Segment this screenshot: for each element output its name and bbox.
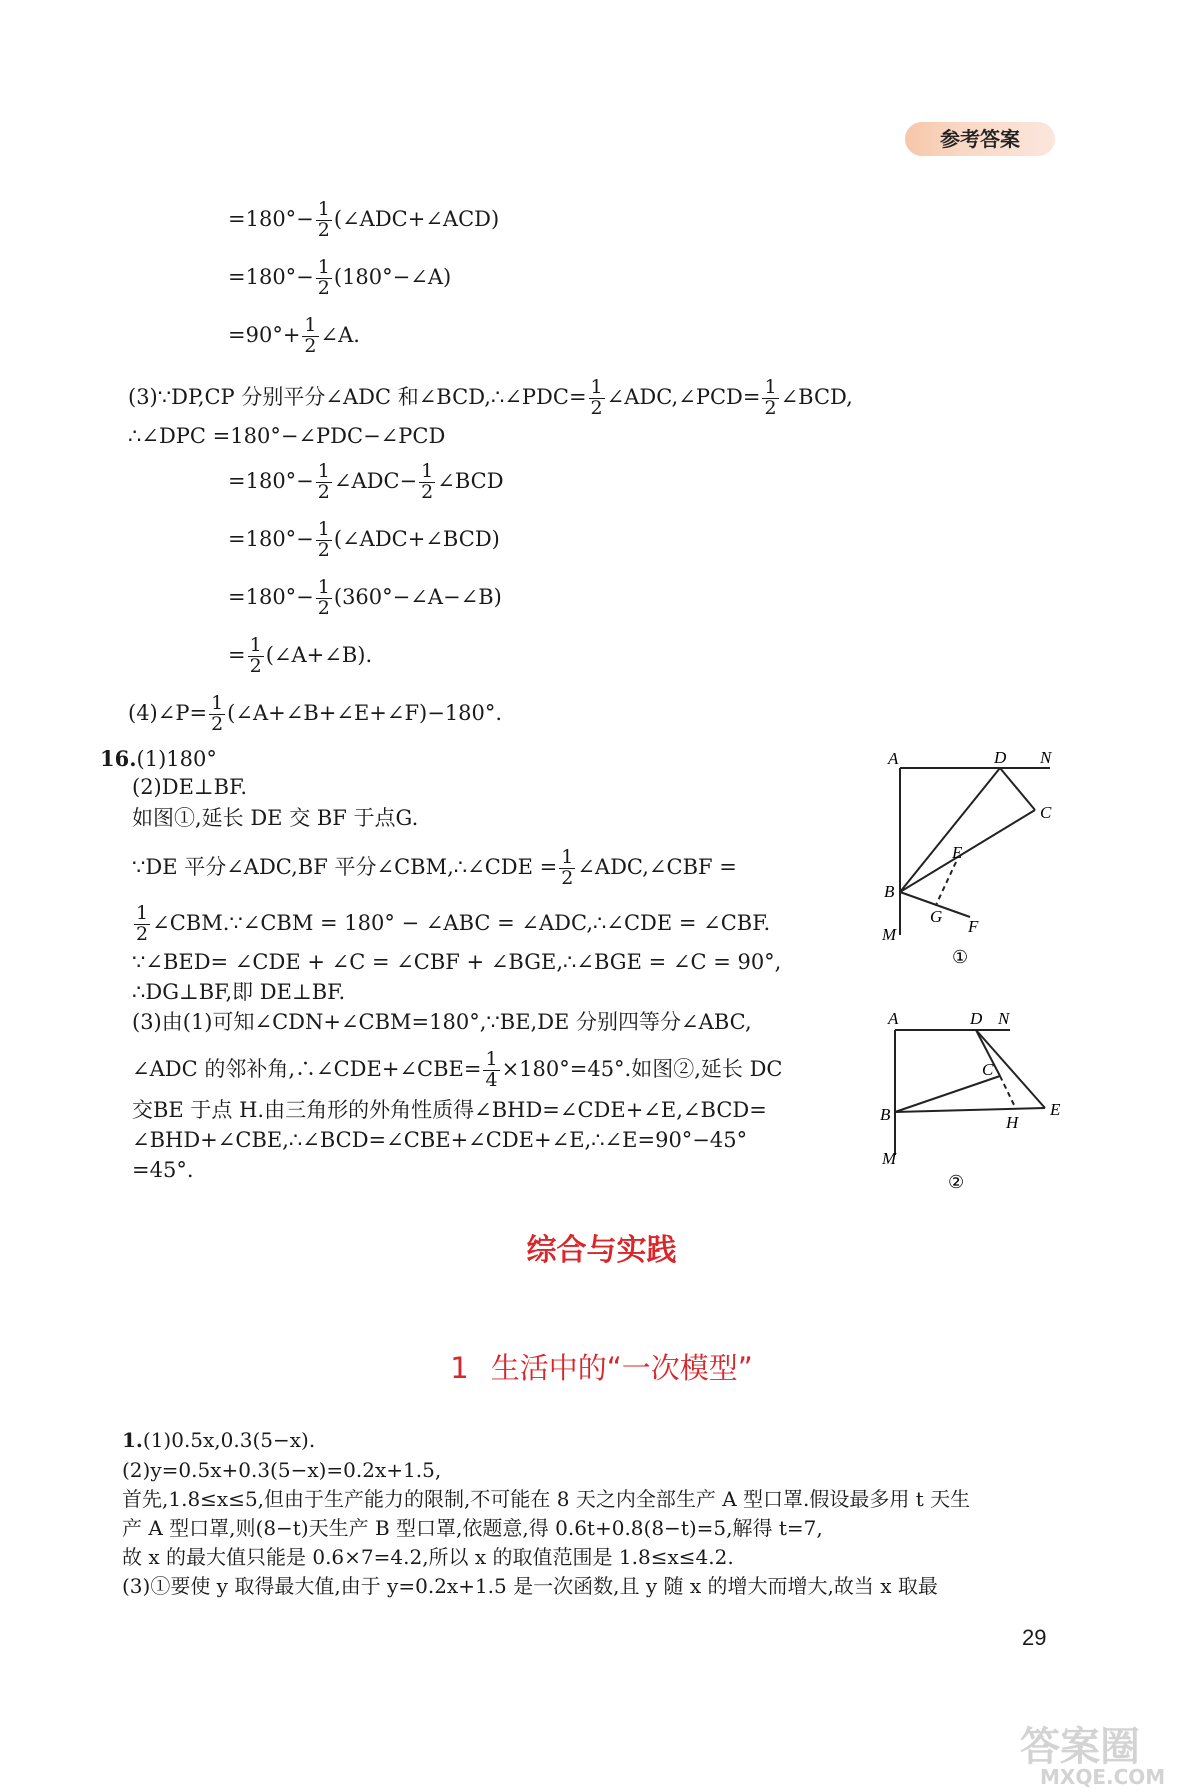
fraction: $\frac{1}{2}$ [249, 634, 262, 677]
figure-2 [860, 1000, 1080, 1200]
q16-line-2: (2)DE⊥BF. [132, 775, 248, 799]
eq-text: ∠A. [320, 322, 360, 347]
fraction: $\frac{1}{2}$ [211, 692, 224, 735]
q16-line-11: ∠BHD+∠CBE,∴∠BCD=∠CBE+∠CDE+∠E,∴∠E=90°−45° [132, 1128, 748, 1152]
label-A: A [888, 1009, 899, 1028]
q1-line-3: 首先,1.8≤x≤5,但由于生产能力的限制,不可能在 8 天之内全部生产 A 型口罩.假设最多用 t 天生 [122, 1487, 971, 1511]
eq-text: =180°− [228, 206, 314, 231]
subsection-number: 1 [450, 1351, 469, 1385]
section-title: 综合与实践 [526, 1233, 677, 1268]
label-A: A [888, 749, 899, 768]
label-F: F [968, 917, 979, 936]
q16-line-10: 交BE 于点 H.由三角形的外角性质得∠BHD=∠CDE+∠E,∠BCD= [132, 1098, 767, 1122]
fraction: $\frac{1}{2}$ [317, 198, 330, 241]
subsection-text: 生活中的“一次模型” [490, 1351, 753, 1385]
part3-line-1: (3)∵DP,CP 分别平分∠ADC 和∠BCD,∴∠PDC= $\frac{1}{2}$ ∠ADC,∠PCD= $\frac{1}{2}$ ∠BCD, [128, 376, 853, 419]
eq-line-3 [228, 316, 360, 357]
label-N: N [1040, 748, 1052, 767]
fraction: $\frac{1}{2}$ [317, 576, 330, 619]
label-E: E [952, 843, 963, 862]
q1-line-1: 1.(1)0.5x,0.3(5−x). [122, 1428, 316, 1452]
part3-line-5: =180°− $\frac{1}{2}$ (360°−∠A−∠B) [228, 576, 502, 619]
subsection-title [0, 1346, 1203, 1387]
part4-line: (4)∠P= $\frac{1}{2}$ (∠A+∠B+∠E+∠F)−180°. [128, 692, 503, 735]
q1-line-4: 产 A 型口罩,则(8−t)天生产 B 型口罩,依题意,得 0.6t+0.8(8−t)=5,解得 t=7, [122, 1516, 823, 1540]
q16-line-9: ∠ADC 的邻补角,∴∠CDE+∠CBE= $\frac{1}{4}$ ×180°=45°.如图②,延长 DC [132, 1048, 783, 1091]
fraction: $\frac{1}{2}$ [561, 846, 574, 889]
label-M: M [882, 925, 897, 944]
q16-line-3: 如图①,延长 DE 交 BF 于点G. [132, 806, 419, 830]
part3-line-4: =180°− $\frac{1}{2}$ (∠ADC+∠BCD) [228, 518, 500, 561]
figure-1 [860, 740, 1080, 970]
label-H: H [1006, 1113, 1019, 1132]
eq-line-1 [228, 200, 499, 241]
eq-text: (∠ADC+∠ACD) [333, 206, 500, 231]
label-N: N [998, 1009, 1010, 1028]
label-M: M [882, 1149, 897, 1168]
part3-line-2: ∴∠DPC =180°−∠PDC−∠PCD [128, 424, 446, 448]
fraction: $\frac{1}{2}$ [764, 376, 777, 419]
part3-line-6: = $\frac{1}{2}$ (∠A+∠B). [228, 634, 373, 677]
watermark-url: MXQE.COM [1040, 1765, 1166, 1789]
q1-line-5: 故 x 的最大值只能是 0.6×7=4.2,所以 x 的取值范围是 1.8≤x≤4.2. [122, 1545, 734, 1569]
fraction: $\frac{1}{2}$ [421, 460, 434, 503]
label-B: B [880, 1105, 891, 1124]
fraction: $\frac{1}{2}$ [317, 256, 330, 299]
label-G: G [930, 907, 943, 926]
page-number: 29 [1022, 1625, 1047, 1650]
watermark-logo: 答案圈 [1020, 1724, 1140, 1770]
q1-line-2: (2)y=0.5x+0.3(5−x)=0.2x+1.5, [122, 1458, 442, 1482]
q16-line-7: ∴DG⊥BF,即 DE⊥BF. [132, 980, 346, 1004]
fraction: $\frac{1}{2}$ [590, 376, 603, 419]
q16-line-5: $\frac{1}{2}$ ∠CBM.∵∠CBM = 180° − ∠ABC = ∠ADC,∴∠CDE = ∠CBF. [136, 902, 771, 945]
fraction: $\frac{1}{2}$ [304, 314, 317, 357]
q1-line-6: (3)①要使 y 取得最大值,由于 y=0.2x+1.5 是一次函数,且 y 随 x 的增大而增大,故当 x 取最 [122, 1574, 938, 1598]
fraction: $\frac{1}{2}$ [317, 518, 330, 561]
q16-line-4: ∵DE 平分∠ADC,BF 平分∠CBM,∴∠CDE = $\frac{1}{2}$ ∠ADC,∠CBF = [132, 846, 737, 889]
figure-2-caption: ② [948, 1172, 965, 1192]
label-D: D [994, 748, 1007, 767]
q16-line-12: =45°. [132, 1158, 194, 1182]
fraction: $\frac{1}{4}$ [485, 1048, 498, 1091]
eq-text: (180°−∠A) [333, 264, 452, 289]
q16-line-8: (3)由(1)可知∠CDN+∠CBM=180°,∵BE,DE 分别四等分∠ABC, [132, 1010, 752, 1034]
label-D: D [970, 1009, 983, 1028]
eq-text: =180°− [228, 264, 314, 289]
q16-line-6: ∵∠BED= ∠CDE + ∠C = ∠CBF + ∠BGE,∴∠BGE = ∠C = 90°, [132, 950, 782, 974]
label-C: C [1040, 803, 1052, 822]
label-E: E [1050, 1100, 1061, 1119]
label-B: B [884, 882, 895, 901]
fraction: $\frac{1}{2}$ [136, 902, 149, 945]
eq-line-2 [228, 258, 451, 299]
figure-1-caption: ① [952, 947, 969, 967]
label-C: C [982, 1060, 994, 1079]
part3-line-3: =180°− $\frac{1}{2}$ ∠ADC− $\frac{1}{2}$ ∠BCD [228, 460, 504, 503]
eq-text: =90°+ [228, 322, 301, 347]
section-badge: 参考答案 [905, 122, 1055, 156]
fraction: $\frac{1}{2}$ [317, 460, 330, 503]
q16-line-1: 16.(1)180° [100, 746, 217, 771]
